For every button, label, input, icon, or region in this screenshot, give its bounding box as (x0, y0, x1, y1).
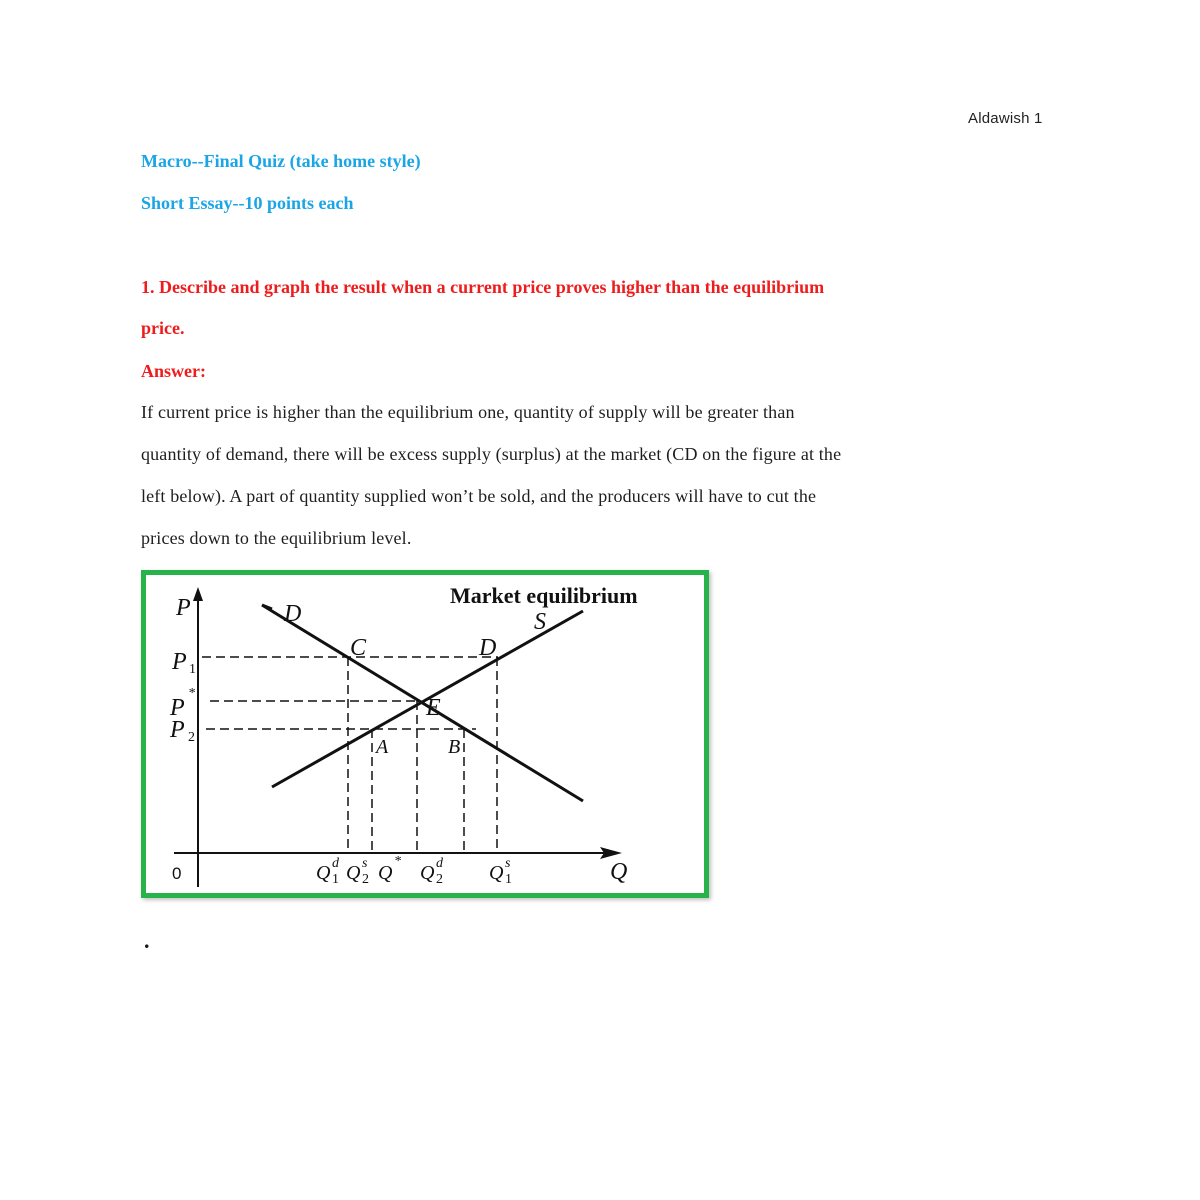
answer-label: Answer: (141, 361, 206, 381)
trailing-period: . (144, 928, 150, 953)
quantity-label-q2d (420, 856, 444, 887)
point-c-label: C (350, 635, 367, 661)
price-pstar-superscript: * (188, 686, 195, 701)
supply-label: S (534, 609, 546, 635)
x-axis-label: Q (610, 859, 628, 885)
svg-text:Q: Q (346, 862, 361, 884)
svg-text:s: s (362, 856, 368, 871)
chart-title: Market equilibrium (450, 583, 638, 608)
price-pstar-label: P (170, 695, 185, 721)
demand-curve-end (262, 605, 272, 609)
question-line-1: 1. Describe and graph the result when a current price proves higher than the equilibrium (141, 277, 825, 297)
svg-text:s: s (505, 856, 511, 871)
market-equilibrium-figure (141, 570, 709, 898)
svg-text:Q: Q (489, 862, 504, 884)
svg-text:Q: Q (316, 862, 331, 884)
answer-line-4: prices down to the equilibrium level. (141, 528, 412, 548)
y-axis-label: P (176, 595, 191, 621)
point-e-label: E (426, 695, 441, 721)
question-line-2: price. (141, 318, 185, 338)
quantity-label-q2s (346, 856, 369, 887)
answer-line-3: left below). A part of quantity supplied won’t be sold, and the producers will have to cut the (141, 486, 817, 506)
svg-text:Q: Q (378, 862, 393, 884)
running-head: Aldawish 1 (968, 110, 1043, 127)
svg-text:2: 2 (362, 872, 369, 887)
svg-text:1: 1 (505, 872, 512, 887)
market-equilibrium-diagram (146, 575, 704, 893)
svg-text:d: d (332, 856, 339, 871)
demand-label: D (284, 601, 302, 627)
point-b-label: B (448, 736, 461, 758)
answer-line-1: If current price is higher than the equilibrium one, quantity of supply will be greater than (141, 402, 795, 422)
svg-text:*: * (394, 854, 401, 869)
point-a-label: A (376, 736, 389, 758)
quantity-label-q1s (489, 856, 512, 887)
document-subtitle: Short Essay--10 points each (141, 193, 354, 213)
document-title: Macro--Final Quiz (take home style) (141, 151, 421, 171)
y-axis-arrow (193, 587, 203, 601)
origin-label: 0 (172, 864, 182, 883)
answer-line-2: quantity of demand, there will be excess supply (surplus) at the market (CD on the figure at the (141, 444, 842, 464)
svg-text:1: 1 (332, 872, 339, 887)
svg-text:2: 2 (436, 872, 443, 887)
price-p1-label: P (172, 649, 187, 675)
price-p2-label: P (170, 717, 185, 743)
quantity-label-qstar (378, 854, 401, 884)
svg-text:d: d (436, 856, 443, 871)
price-p2-subscript: 2 (188, 730, 195, 745)
quantity-label-q1d (316, 856, 340, 887)
point-d-label: D (479, 635, 497, 661)
price-p1-subscript: 1 (189, 662, 196, 677)
svg-text:Q: Q (420, 862, 435, 884)
